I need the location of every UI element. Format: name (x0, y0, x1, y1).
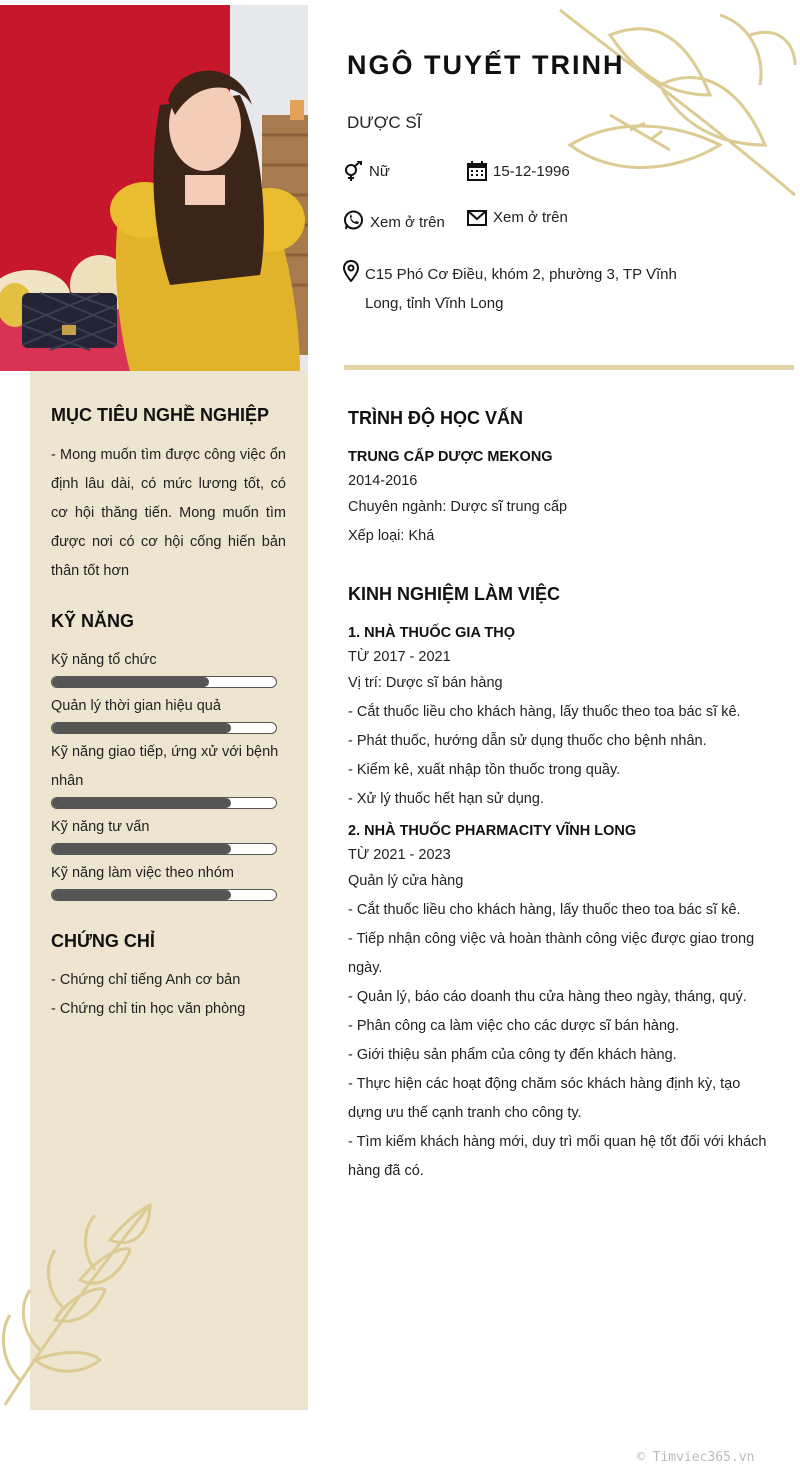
job-duty: - Kiểm kê, xuất nhập tồn thuốc trong quầy. (348, 762, 621, 778)
education-years: 2014-2016 (348, 473, 418, 489)
location-pin-icon (343, 260, 359, 282)
email-info (467, 209, 568, 226)
leaf-decoration-bottom (0, 1200, 160, 1410)
gender-info (343, 161, 390, 181)
objective-heading: MỤC TIÊU NGHỀ NGHIỆP (51, 405, 270, 425)
phone-icon (343, 210, 364, 231)
certificate-item: - Chứng chỉ tiếng Anh cơ bản (51, 972, 241, 988)
skills-heading: KỸ NĂNG (51, 611, 135, 631)
envelope-icon (467, 210, 487, 226)
certificates-heading: CHỨNG CHỈ (51, 931, 155, 951)
job-title: DƯỢC SĨ (347, 113, 422, 132)
header-divider (344, 365, 794, 370)
job-duty: - Phát thuốc, hướng dẫn sử dụng thuốc cho bệnh nhân. (348, 733, 707, 749)
job-duty: - Phân công ca làm việc cho các dược sĩ bán hàng. (348, 1018, 680, 1034)
skill-bar (51, 889, 277, 901)
objective-text: - Mong muốn tìm được công việc ổn định lâu dài, có mức lương tốt, có cơ hội thăng tiến. Mong muốn tìm được nơi có cơ hội cống hiến bản thân tốt hơn (51, 447, 286, 579)
gender-icon (343, 161, 363, 181)
company-name: 1. NHÀ THUỐC GIA THỌ (348, 625, 516, 641)
address-value: C15 Phó Cơ Điều, khóm 2, phường 3, TP Vĩnh Long, tỉnh Vĩnh Long (365, 266, 677, 312)
skill-label: Kỹ năng làm việc theo nhóm (51, 865, 234, 881)
skill-label: Quản lý thời gian hiệu quả (51, 698, 221, 714)
calendar-icon (467, 161, 487, 181)
skill-bar (51, 843, 277, 855)
phone-value: Xem ở trên (370, 214, 445, 231)
gender-value: Nữ (369, 162, 390, 180)
skill-bar (51, 676, 277, 688)
certificate-item: - Chứng chỉ tin học văn phòng (51, 1001, 246, 1017)
skill-bar-fill (52, 844, 231, 854)
job-role: Vị trí: Dược sĩ bán hàng (348, 675, 503, 691)
birthdate-value: 15-12-1996 (493, 162, 570, 180)
skill-bar (51, 722, 277, 734)
skill-bar-fill (52, 890, 231, 900)
phone-info (343, 210, 445, 231)
leaf-decoration-top (550, 5, 800, 205)
watermark: © Timviec365.vn (637, 1450, 755, 1465)
job-duty: - Tìm kiếm khách hàng mới, duy trì mối quan hệ tốt đối với khách hàng đã có. (348, 1134, 767, 1179)
school-name: TRUNG CẤP DƯỢC MEKONG (348, 449, 553, 465)
skill-bar (51, 797, 277, 809)
education-grade: Xếp loại: Khá (348, 528, 435, 544)
job-duty: - Cắt thuốc liều cho khách hàng, lấy thuốc theo toa bác sĩ kê. (348, 704, 741, 720)
job-duty: - Quản lý, báo cáo doanh thu cửa hàng theo ngày, tháng, quý. (348, 989, 747, 1005)
job-period: TỪ 2021 - 2023 (348, 847, 451, 863)
education-heading: TRÌNH ĐỘ HỌC VẤN (348, 408, 523, 428)
skill-bar-fill (52, 677, 209, 687)
email-value: Xem ở trên (493, 209, 568, 226)
skill-label: Kỹ năng tổ chức (51, 652, 157, 668)
education-major: Chuyên ngành: Dược sĩ trung cấp (348, 499, 568, 515)
birthdate-info (467, 161, 570, 181)
candidate-name: NGÔ TUYẾT TRINH (347, 50, 625, 80)
job-period: TỪ 2017 - 2021 (348, 649, 451, 665)
job-duty: - Tiếp nhận công việc và hoàn thành công việc được giao trong ngày. (348, 931, 755, 976)
company-name: 2. NHÀ THUỐC PHARMACITY VĨNH LONG (348, 823, 637, 839)
skill-label: Kỹ năng tư vấn (51, 819, 150, 835)
job-duty: - Giới thiệu sản phẩm của công ty đến khách hàng. (348, 1047, 677, 1063)
job-duty: - Xử lý thuốc hết hạn sử dụng. (348, 791, 544, 807)
skill-label: Kỹ năng giao tiếp, ứng xử với bệnh nhân (51, 744, 279, 789)
profile-photo (0, 5, 308, 371)
job-role: Quản lý cửa hàng (348, 873, 464, 889)
job-duty: - Thực hiện các hoạt động chăm sóc khách hàng định kỳ, tạo dựng ưu thế cạnh tranh cho công ty. (348, 1076, 741, 1121)
skill-bar-fill (52, 723, 231, 733)
skill-bar-fill (52, 798, 231, 808)
job-duty: - Cắt thuốc liều cho khách hàng, lấy thuốc theo toa bác sĩ kê. (348, 902, 741, 918)
experience-heading: KINH NGHIỆM LÀM VIỆC (348, 584, 561, 604)
